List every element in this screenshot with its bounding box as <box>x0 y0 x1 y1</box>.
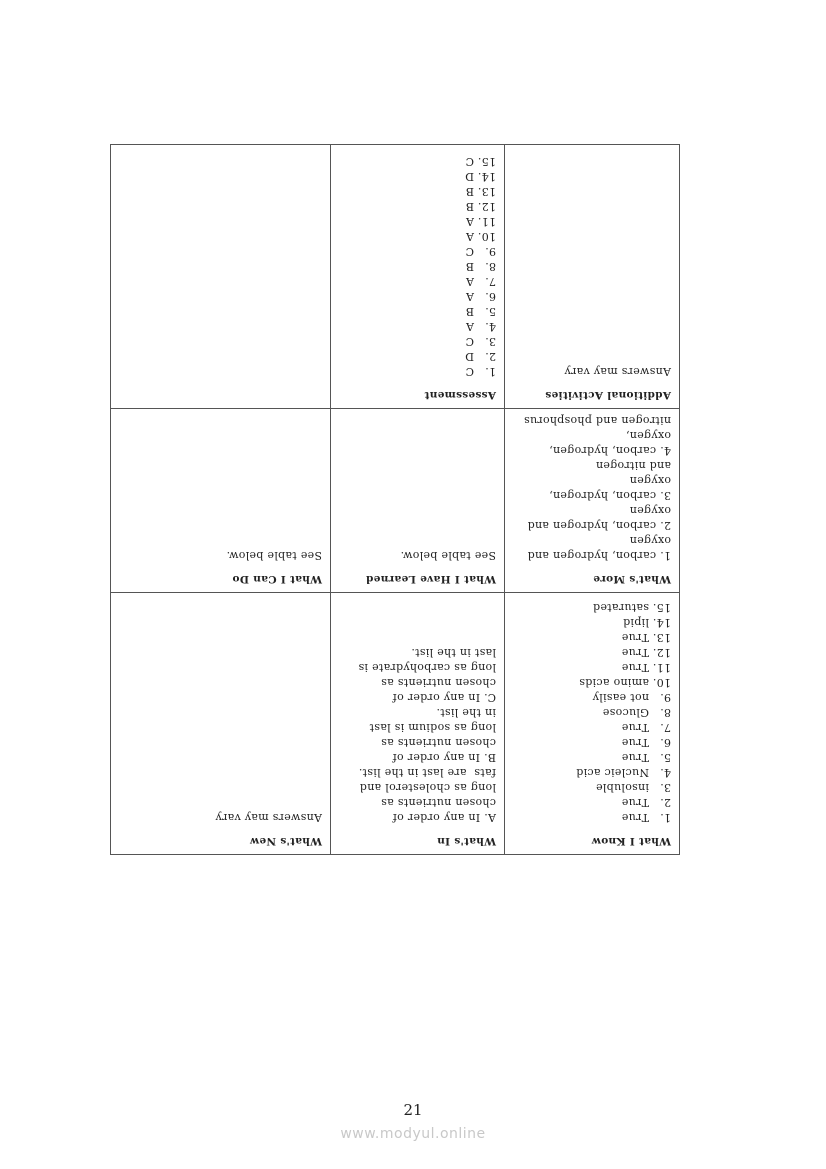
list-item <box>339 259 496 274</box>
text-line: in the list. <box>436 706 496 719</box>
item-number: 9. <box>659 691 671 704</box>
item-number: 4. <box>659 766 671 779</box>
item-answer: True <box>621 811 649 824</box>
what-i-know-heading: What I Know <box>591 835 671 847</box>
item-number: 5. <box>484 305 496 318</box>
item-number: 10. <box>477 230 496 243</box>
item-answer: A <box>465 320 474 333</box>
whats-more-heading: What's More <box>593 573 671 585</box>
list-item <box>339 349 496 364</box>
whats-new-heading: What's New <box>249 835 322 847</box>
text-line: long as carbohydrate is <box>358 661 496 674</box>
list-item <box>513 675 671 690</box>
text-line: and nitrogen <box>595 459 671 472</box>
whats-new-text: Answers may vary <box>215 811 322 824</box>
item-number: 14. <box>477 170 496 183</box>
what-i-can-do-heading: What I Can Do <box>232 573 322 585</box>
item-answer: Nucleic acid <box>576 766 649 779</box>
what-i-have-learned-cell <box>331 409 505 593</box>
whats-in-text <box>339 645 496 825</box>
item-answer: A <box>465 215 474 228</box>
text-line: 4. carbon, hydrogen, oxygen, <box>545 429 671 457</box>
item-answer: True <box>621 721 649 734</box>
item-number: 14. <box>652 616 671 629</box>
list-item <box>513 660 671 675</box>
answer-row <box>111 409 680 593</box>
what-i-can-do-cell <box>111 409 331 593</box>
list-item <box>513 615 671 630</box>
text-line: chosen nutrients as <box>380 736 496 749</box>
item-number: 6. <box>484 290 496 303</box>
text-line: last in the list. <box>411 646 496 659</box>
item-answer: A <box>465 230 474 243</box>
list-item <box>513 765 671 780</box>
text-line: chosen nutrients as <box>380 796 496 809</box>
additional-activities-text: Answers may vary <box>564 365 671 378</box>
list-item <box>339 184 496 199</box>
item-number: 12. <box>477 200 496 213</box>
list-item <box>339 304 496 319</box>
additional-activities-heading: Additional Activities <box>545 389 671 401</box>
watermark-url: www.modyul.online <box>340 1126 486 1142</box>
text-line: 2. carbon, hydrogen and <box>527 519 671 532</box>
list-item <box>513 705 671 720</box>
answer-key-table <box>130 155 680 855</box>
item-number: 15. <box>652 601 671 614</box>
item-answer: True <box>621 631 649 644</box>
text-line: B. In any order of <box>392 751 496 764</box>
text-line: fats are last in the list. <box>358 766 496 779</box>
item-answer: True <box>621 646 649 659</box>
list-item <box>513 720 671 735</box>
item-answer: not easily <box>592 691 649 704</box>
item-number: 7. <box>659 721 671 734</box>
item-number: 6. <box>659 736 671 749</box>
list-item <box>513 735 671 750</box>
assessment-list <box>339 154 496 379</box>
item-number: 2. <box>659 796 671 809</box>
whats-in-cell <box>331 593 505 855</box>
list-item <box>339 244 496 259</box>
text-line: nitrogen and phosphorus <box>523 414 671 427</box>
item-answer: D <box>464 350 474 363</box>
what-i-know-cell <box>505 593 680 855</box>
text-line: 1. carbon, hydrogen and <box>527 549 671 562</box>
item-answer: lipid <box>622 616 649 629</box>
list-item <box>339 214 496 229</box>
item-number: 3. <box>484 335 496 348</box>
whats-in-heading: What's In <box>436 835 496 847</box>
text-line: chosen nutrients as <box>380 676 496 689</box>
list-item <box>339 229 496 244</box>
item-number: 12. <box>652 646 671 659</box>
item-answer: C <box>465 155 474 168</box>
list-item <box>513 645 671 660</box>
item-number: 3. <box>659 781 671 794</box>
item-answer: B <box>465 260 474 273</box>
item-answer: True <box>621 751 649 764</box>
list-item <box>339 289 496 304</box>
item-number: 2. <box>484 350 496 363</box>
item-answer: Glucose <box>602 706 649 719</box>
page-number: 21 <box>403 1101 423 1119</box>
item-number: 4. <box>484 320 496 333</box>
text-line: long as cholesterol and <box>359 781 496 794</box>
item-answer: B <box>465 305 474 318</box>
item-number: 7. <box>484 275 496 288</box>
item-number: 9. <box>484 245 496 258</box>
whats-more-text <box>513 413 671 563</box>
item-number: 15. <box>477 155 496 168</box>
list-item <box>339 274 496 289</box>
assessment-cell <box>331 145 505 409</box>
item-answer: B <box>465 200 474 213</box>
item-number: 8. <box>659 706 671 719</box>
text-line: long as sodium is last <box>369 721 496 734</box>
item-answer: True <box>621 796 649 809</box>
item-number: 11. <box>477 215 496 228</box>
what-i-know-list <box>513 600 671 825</box>
list-item <box>339 169 496 184</box>
list-item <box>513 795 671 810</box>
item-number: 1. <box>659 811 671 824</box>
whats-new-cell <box>111 593 331 855</box>
text-line: oxygen <box>629 504 671 517</box>
item-answer: C <box>465 365 474 378</box>
item-answer: A <box>465 275 474 288</box>
item-number: 10. <box>652 676 671 689</box>
what-i-have-learned-heading: What I Have Learned <box>365 573 496 585</box>
item-number: 1. <box>484 365 496 378</box>
item-answer: D <box>464 170 474 183</box>
list-item <box>513 630 671 645</box>
item-answer: C <box>465 335 474 348</box>
empty-cell <box>111 145 331 409</box>
item-number: 13. <box>477 185 496 198</box>
item-answer: amino acids <box>579 676 649 689</box>
item-number: 11. <box>652 661 671 674</box>
what-i-have-learned-text: See table below. <box>400 549 496 562</box>
list-item <box>339 199 496 214</box>
answer-row <box>111 145 680 409</box>
item-number: 8. <box>484 260 496 273</box>
list-item <box>339 334 496 349</box>
list-item <box>513 750 671 765</box>
item-answer: True <box>621 661 649 674</box>
what-i-can-do-text: See table below. <box>226 549 322 562</box>
item-answer: True <box>621 736 649 749</box>
additional-activities-cell <box>505 145 680 409</box>
text-line: C. In any order of <box>392 691 496 704</box>
list-item <box>339 154 496 169</box>
text-line: oxygen <box>629 534 671 547</box>
text-line: 3. carbon, hydrogen, oxygen <box>545 474 671 502</box>
list-item <box>513 810 671 825</box>
item-answer: A <box>465 290 474 303</box>
answer-row <box>111 593 680 855</box>
answer-key-grid <box>110 144 680 855</box>
list-item <box>339 319 496 334</box>
item-number: 5. <box>659 751 671 764</box>
list-item <box>513 690 671 705</box>
text-line: A. In any order of <box>392 811 496 824</box>
list-item <box>339 364 496 379</box>
item-answer: saturated <box>592 601 649 614</box>
whats-more-cell <box>505 409 680 593</box>
item-answer: B <box>465 185 474 198</box>
item-number: 13. <box>652 631 671 644</box>
assessment-heading: Assessment <box>424 389 496 401</box>
list-item <box>513 780 671 795</box>
item-answer: insoluble <box>595 781 649 794</box>
item-answer: C <box>465 245 474 258</box>
list-item <box>513 600 671 615</box>
